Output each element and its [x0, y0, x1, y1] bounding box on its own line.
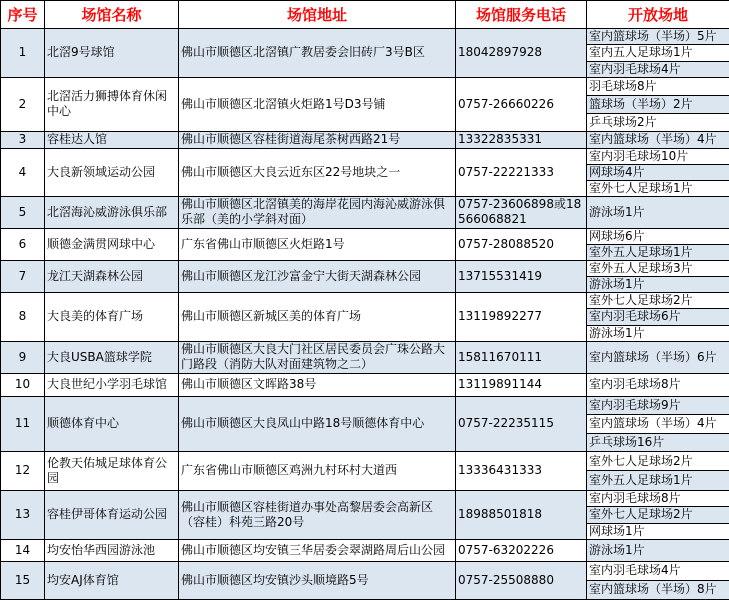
- venue-name-cell: 容桂伊哥体育运动公园: [45, 490, 179, 539]
- venue-phone-cell: 0757-25508880: [456, 561, 587, 599]
- open-field-cell: 室内篮球场（半场）8片: [587, 580, 729, 599]
- row-number-cell: 6: [1, 228, 45, 260]
- venue-name-cell: 大良美的体育广场: [45, 292, 179, 341]
- venue-address-cell: 佛山市顺德区大良凤山中路18号顺德体育中心: [179, 396, 456, 451]
- row-number-cell: 9: [1, 341, 45, 373]
- open-field-cell: 室内羽毛球场9片: [587, 396, 729, 414]
- venue-address-cell: 佛山市顺德区新城区美的体育广场: [179, 292, 456, 341]
- open-field-cell: 游泳场1片: [587, 276, 729, 292]
- venue-phone-cell: 0757-22221333: [456, 148, 587, 196]
- table-row: [1, 131, 729, 148]
- venue-address-cell: 佛山市顺德区北滘镇火炬路1号D3号铺: [179, 77, 456, 131]
- row-number-cell: 1: [1, 29, 45, 78]
- venue-address-cell: 佛山市顺德区大良大门社区居民委员会广珠公路大门路段（消防大队对面建筑物之二）: [179, 341, 456, 373]
- venue-name-cell: 北滘9号球馆: [45, 29, 179, 78]
- venue-name-cell: 龙江天湖森林公园: [45, 260, 179, 292]
- venue-name-cell: 顺德金满贯网球中心: [45, 228, 179, 260]
- table-row: [1, 292, 729, 308]
- table-row: [1, 490, 729, 506]
- venue-phone-cell: 18042897928: [456, 29, 587, 78]
- col-header-address: 场馆地址: [179, 1, 456, 29]
- venue-address-cell: 广东省佛山市顺德区火炬路1号: [179, 228, 456, 260]
- venue-phone-cell: 13119892277: [456, 292, 587, 341]
- venue-address-cell: 佛山市顺德区北滘镇广教居委会旧砖厂3号B区: [179, 29, 456, 78]
- venue-phone-cell: 13715531419: [456, 260, 587, 292]
- venue-phone-cell: 13119891144: [456, 373, 587, 396]
- open-field-cell: 室内羽毛球场8片: [587, 490, 729, 506]
- venue-phone-cell: 0757-22235115: [456, 396, 587, 451]
- open-field-cell: 乒乓球场16片: [587, 433, 729, 451]
- open-field-cell: 游泳场1片: [587, 539, 729, 561]
- venue-name-cell: 大良USBA篮球学院: [45, 341, 179, 373]
- venue-address-cell: 佛山市顺德区北滘镇美的海岸花园内海沁威游泳俱乐部（美的小学斜对面）: [179, 196, 456, 228]
- table-row: [1, 196, 729, 228]
- table-row: [1, 29, 729, 45]
- open-field-cell: 篮球场（半场）2片: [587, 95, 729, 113]
- open-field-cell: 室外七人足球场2片: [587, 292, 729, 308]
- venue-phone-cell: 0757-28088520: [456, 228, 587, 260]
- col-header-index: 序号: [1, 1, 45, 29]
- venue-name-cell: 顺德体育中心: [45, 396, 179, 451]
- open-field-cell: 室外七人足球场2片: [587, 507, 729, 523]
- row-number-cell: 15: [1, 561, 45, 599]
- table-row: [1, 451, 729, 471]
- open-field-cell: 游泳场1片: [587, 325, 729, 341]
- venue-name-cell: 伦教天佑城足球体育公园: [45, 451, 179, 490]
- col-header-fields: 开放场地: [587, 1, 729, 29]
- venue-name-cell: 北滘活力狮搏体育休闲中心: [45, 77, 179, 131]
- open-field-cell: 室内羽毛球场4片: [587, 61, 729, 77]
- table-row: [1, 77, 729, 95]
- row-number-cell: 14: [1, 539, 45, 561]
- table-row: [1, 396, 729, 414]
- row-number-cell: 10: [1, 373, 45, 396]
- open-field-cell: 室内羽毛球场8片: [587, 373, 729, 396]
- venue-phone-cell: 13322835331: [456, 131, 587, 148]
- venue-phone-cell: 18988501818: [456, 490, 587, 539]
- row-number-cell: 2: [1, 77, 45, 131]
- open-field-cell: 游泳场1片: [587, 196, 729, 228]
- open-field-cell: 室内篮球场（半场）4片: [587, 415, 729, 433]
- venue-name-cell: 北滘海沁威游泳俱乐部: [45, 196, 179, 228]
- open-field-cell: 室外五人足球场1片: [587, 471, 729, 491]
- venue-address-cell: 广东省佛山市顺德区鸡洲九村环村大道西: [179, 451, 456, 490]
- venue-phone-cell: 15811670111: [456, 341, 587, 373]
- open-field-cell: 室外五人足球场1片: [587, 244, 729, 260]
- venue-name-cell: 均安AJ体育馆: [45, 561, 179, 599]
- row-number-cell: 3: [1, 131, 45, 148]
- table-row: [1, 228, 729, 244]
- venue-phone-cell: 0757-23606898或18566068821: [456, 196, 587, 228]
- venue-address-cell: 佛山市顺德区容桂街道海尾茶树西路21号: [179, 131, 456, 148]
- venue-address-cell: 佛山市顺德区均安镇三华居委会翠湖路周后山公园: [179, 539, 456, 561]
- row-number-cell: 4: [1, 148, 45, 196]
- col-header-name: 场馆名称: [45, 1, 179, 29]
- venue-address-cell: 佛山市顺德区均安镇沙头顺境路5号: [179, 561, 456, 599]
- open-field-cell: 羽毛球场8片: [587, 77, 729, 95]
- open-field-cell: 网球场6片: [587, 228, 729, 244]
- table-row: [1, 373, 729, 396]
- row-number-cell: 13: [1, 490, 45, 539]
- open-field-cell: 网球场4片: [587, 164, 729, 180]
- venue-phone-cell: 13336431333: [456, 451, 587, 490]
- open-field-cell: 室外五人足球场3片: [587, 260, 729, 276]
- venue-name-cell: 大良世纪小学羽毛球馆: [45, 373, 179, 396]
- open-field-cell: 室内羽毛球场4片: [587, 561, 729, 580]
- venue-phone-cell: 0757-63202226: [456, 539, 587, 561]
- table-row: [1, 539, 729, 561]
- table-row: [1, 341, 729, 373]
- open-field-cell: 室内五人足球场1片: [587, 45, 729, 61]
- col-header-phone: 场馆服务电话: [456, 1, 587, 29]
- open-field-cell: 室内篮球场（半场）6片: [587, 341, 729, 373]
- row-number-cell: 5: [1, 196, 45, 228]
- row-number-cell: 7: [1, 260, 45, 292]
- venue-phone-cell: 0757-26660226: [456, 77, 587, 131]
- open-field-cell: 室内羽毛球场6片: [587, 309, 729, 325]
- header-row: [1, 1, 729, 29]
- row-number-cell: 8: [1, 292, 45, 341]
- row-number-cell: 12: [1, 451, 45, 490]
- table-row: [1, 260, 729, 276]
- venue-address-cell: 佛山市顺德区容桂街道办事处高黎居委会高新区（容桂）科苑三路20号: [179, 490, 456, 539]
- table-row: [1, 561, 729, 580]
- venue-address-cell: 佛山市顺德区龙江沙富金宁大街天湖森林公园: [179, 260, 456, 292]
- open-field-cell: 室内篮球场（半场）4片: [587, 131, 729, 148]
- venue-name-cell: 容桂达人馆: [45, 131, 179, 148]
- venues-table-header: [1, 1, 729, 29]
- open-field-cell: 室内篮球场（半场）5片: [587, 29, 729, 45]
- open-field-cell: 乒乓球场2片: [587, 113, 729, 131]
- row-number-cell: 11: [1, 396, 45, 451]
- open-field-cell: 室外七人足球场2片: [587, 451, 729, 471]
- venue-address-cell: 佛山市顺德区文晖路38号: [179, 373, 456, 396]
- venue-address-cell: 佛山市顺德区大良云近东区22号地块之一: [179, 148, 456, 196]
- open-field-cell: 室外七人足球场1片: [587, 180, 729, 196]
- open-field-cell: 网球场1片: [587, 523, 729, 539]
- venue-name-cell: 均安怡华西园游泳池: [45, 539, 179, 561]
- open-field-cell: 室内羽毛球场10片: [587, 148, 729, 164]
- venue-name-cell: 大良新领域运动公园: [45, 148, 179, 196]
- table-row: [1, 148, 729, 164]
